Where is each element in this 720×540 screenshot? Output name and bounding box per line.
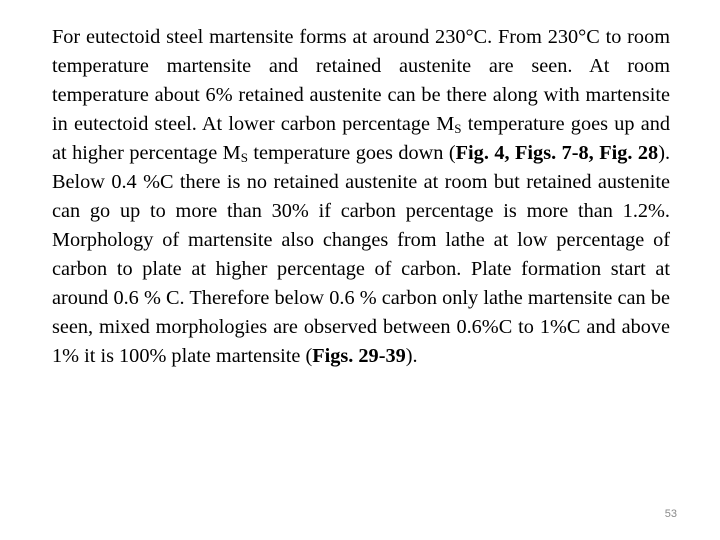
text-segment-1: For eutectoid steel martensite forms at around 230°C. From 230°C to room temperature martensite and retained austenite are seen. At room temperature about 6% retained austenite can be there along with martensite in eutectoid steel. At lower carbon percentage M <box>52 26 670 135</box>
body-paragraph <box>52 23 670 371</box>
subscript-s-2: S <box>240 150 248 165</box>
text-segment-3: temperature goes down ( <box>247 142 456 164</box>
text-segment-4: ). Below 0.4 %C there is no retained austenite at room but retained austenite can go up to more than 30% if carbon percentage is more than 1.2%. Morphology of martensite also changes from lathe at low percentage of carbon to plate at higher percentage of carbon. Plate formation start at around 0.6 % C. Therefore below 0.6 % carbon only lathe martensite can be seen, mixed morphologies are observed between 0.6%C to 1%C and above 1% it is 100% plate martensite ( <box>52 142 671 367</box>
subscript-s-1: S <box>454 121 462 136</box>
text-segment-2: temperature goes up and at higher percentage M <box>52 113 670 164</box>
page-number: 53 <box>664 508 677 520</box>
figure-reference-1: Fig. 4, Figs. 7-8, Fig. 28 <box>455 142 659 164</box>
text-segment-5: ). <box>405 345 418 367</box>
figure-reference-2: Figs. 29-39 <box>312 345 406 367</box>
